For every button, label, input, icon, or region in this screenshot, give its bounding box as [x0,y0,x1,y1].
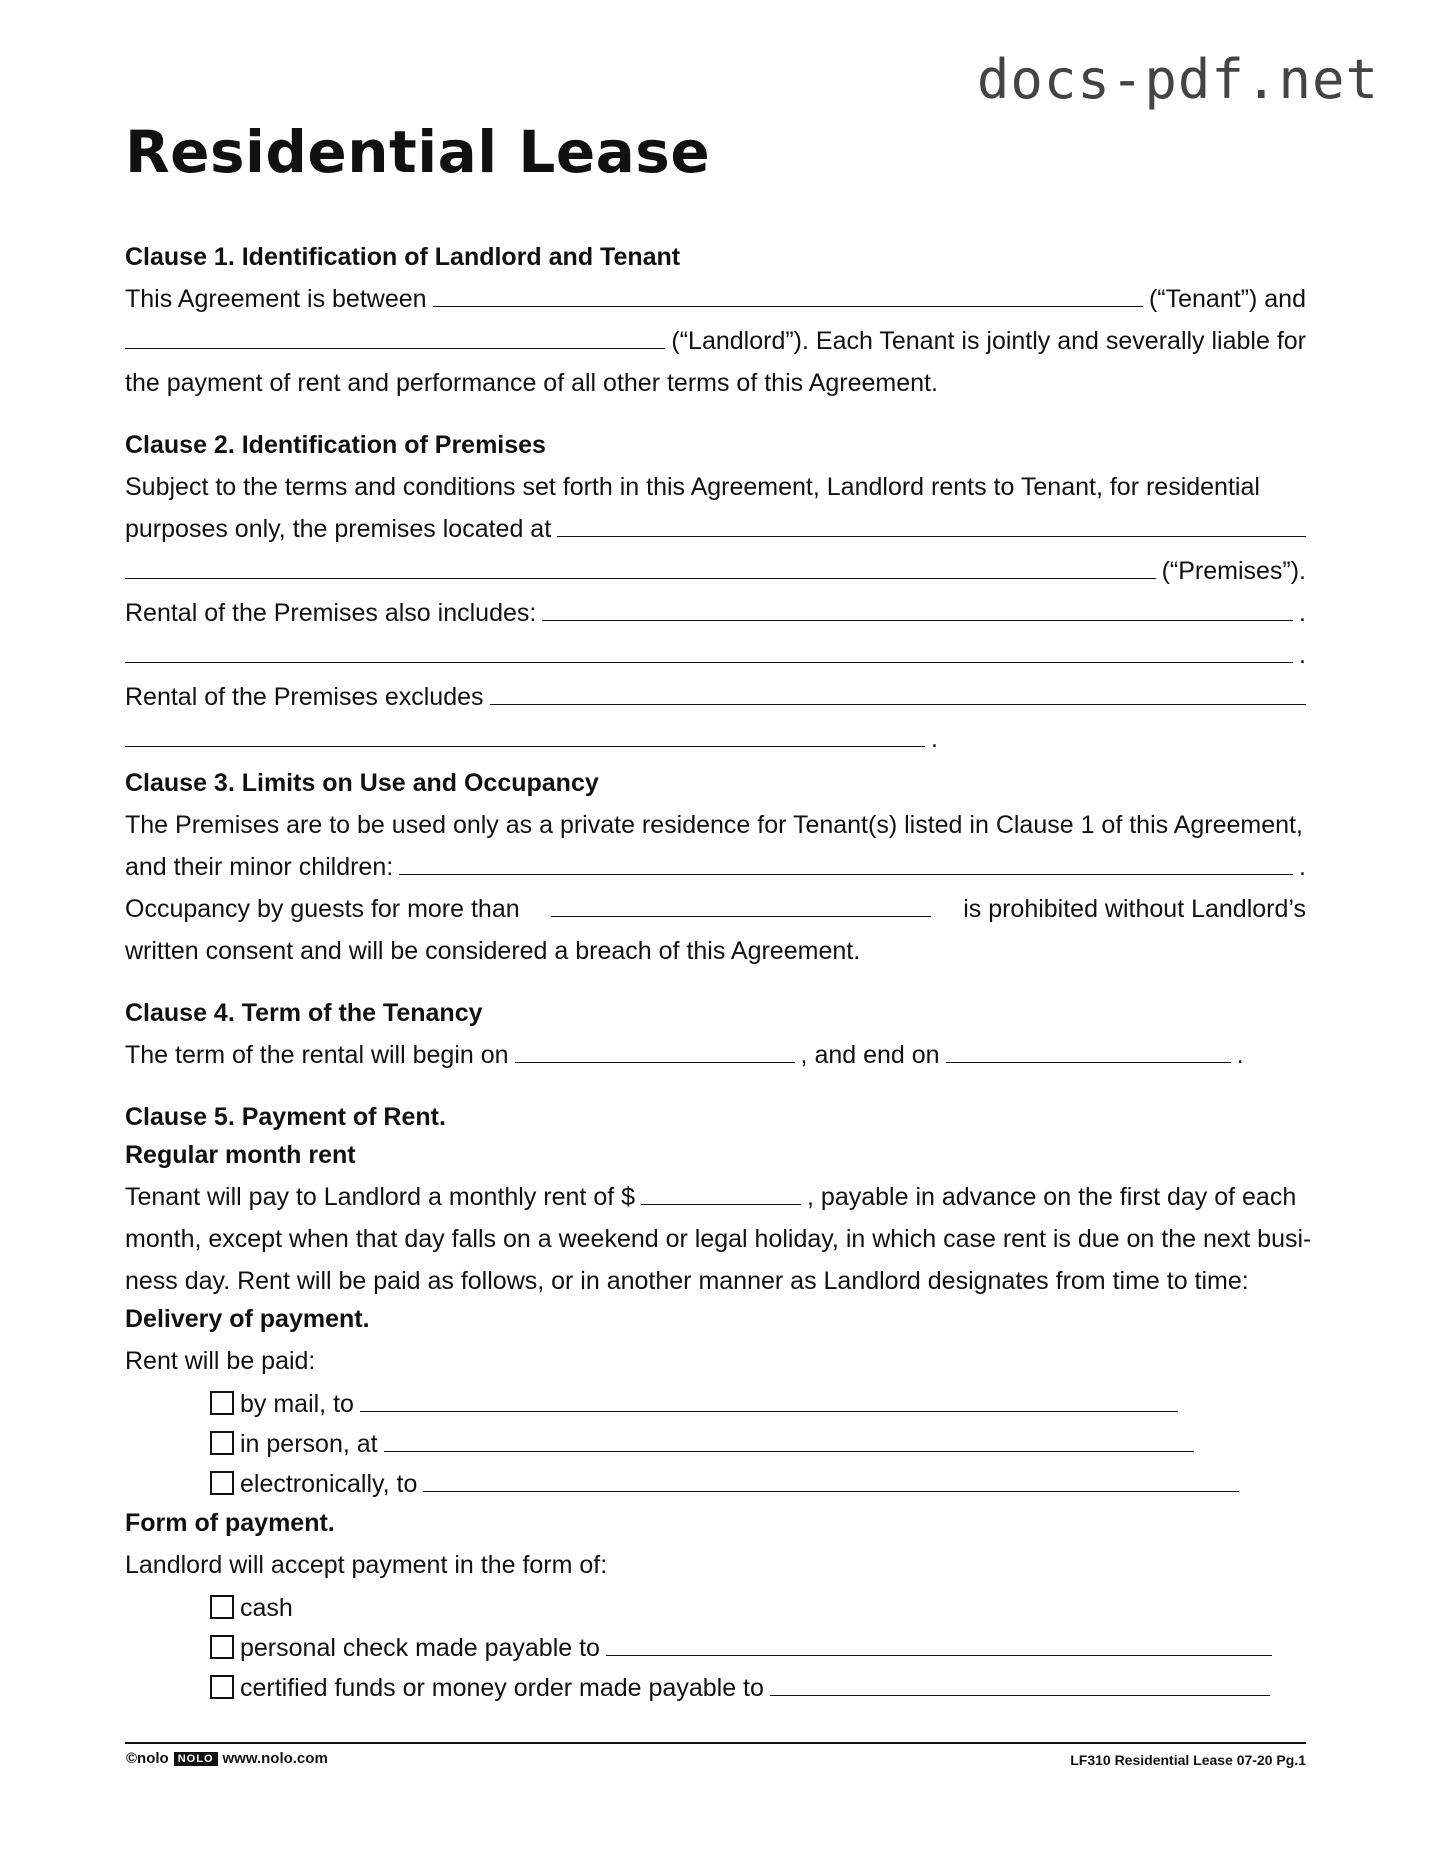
clause-3-line-1: The Premises are to be used only as a private residence for Tenant(s) listed in Clause 1 of this Agreement, [125,811,1303,839]
document-title: Residential Lease [125,118,711,186]
in-person-checkbox[interactable] [210,1431,234,1455]
clause-1-line-1-prefix: This Agreement is between [125,285,427,313]
guest-duration-field[interactable] [551,894,931,917]
footer-url[interactable]: www.nolo.com [222,1750,328,1767]
clause-2-excludes-line-2 [125,718,1306,761]
includes-period-1: . [1299,599,1306,627]
excludes-field-2[interactable] [125,724,925,747]
clause-2-line-2 [125,508,1306,551]
electronic-account-field[interactable] [423,1469,1239,1492]
clause-3-line-2-prefix: and their minor children: [125,853,394,881]
check-payee-field[interactable] [606,1633,1272,1656]
clause-1-line-1 [125,278,1306,321]
includes-field-2[interactable] [125,640,1293,663]
delivery-option-in-person-label: in person, at [240,1430,378,1458]
clause-2-line-3 [125,550,1306,593]
delivery-subheading: Delivery of payment. [125,1305,370,1333]
term-start-date-field[interactable] [515,1040,795,1063]
clause-5-rent-line-3: ness day. Rent will be paid as follows, or in another manner as Landlord designates from time to time: [125,1267,1249,1295]
delivery-intro: Rent will be paid: [125,1347,316,1375]
clause-3-line-3 [125,888,1306,931]
excludes-field-1[interactable] [490,682,1306,705]
includes-field-1[interactable] [542,598,1293,621]
rent-suffix: , payable in advance on the first day of each [807,1183,1297,1211]
clause-5-rent-line-1 [125,1176,1306,1219]
rent-prefix: Tenant will pay to Landlord a monthly rent of $ [125,1183,636,1211]
nolo-logo: NOLO [174,1752,218,1766]
excludes-prefix: Rental of the Premises excludes [125,683,484,711]
mail-checkbox[interactable] [210,1391,234,1415]
delivery-option-mail-label: by mail, to [240,1390,354,1418]
includes-period-2: . [1299,641,1306,669]
clause-2-line-1: Subject to the terms and conditions set forth in this Agreement, Landlord rents to Tenant, for residential [125,473,1260,501]
clause-4-prefix: The term of the rental will begin on [125,1041,509,1069]
term-end-date-field[interactable] [946,1040,1231,1063]
clause-2-heading: Clause 2. Identification of Premises [125,431,546,459]
payment-option-check-label: personal check made payable to [240,1634,600,1662]
monthly-rent-amount-field[interactable] [641,1182,801,1205]
clause-4-mid: , and end on [800,1041,940,1069]
cash-checkbox[interactable] [210,1595,234,1619]
clause-2-line-3-suffix: (“Premises”). [1161,557,1306,585]
clause-5-rent-line-2: month, except when that day falls on a weekend or legal holiday, in which case rent is due on the next busi- [125,1225,1312,1253]
personal-check-checkbox[interactable] [210,1635,234,1659]
clause-1-line-3: the payment of rent and performance of all other terms of this Agreement. [125,369,938,397]
certified-funds-checkbox[interactable] [210,1675,234,1699]
clause-4-line [125,1034,1306,1077]
mail-address-field[interactable] [360,1389,1178,1412]
clause-2-includes-line [125,592,1306,635]
clause-1-line-1-suffix: (“Tenant”) and [1148,285,1306,313]
form-of-payment-subheading: Form of payment. [125,1509,335,1537]
delivery-option-electronic-label: electronically, to [240,1470,418,1498]
clause-3-period: . [1299,853,1306,881]
clause-1-line-2-suffix: (“Landlord”). Each Tenant is jointly and severally liable for [671,327,1306,355]
excludes-period: . [931,725,938,753]
watermark: docs-pdf.net [976,48,1379,111]
delivery-option-electronic [210,1464,1245,1504]
tenant-name-field[interactable] [433,284,1143,307]
form-id: LF310 Residential Lease 07-20 Pg.1 [1070,1752,1306,1768]
payment-option-certified [210,1668,1276,1708]
clause-2-includes-line-2 [125,634,1306,677]
clause-3-line-2 [125,846,1306,889]
delivery-option-mail [210,1384,1184,1424]
payment-option-certified-label: certified funds or money order made payable to [240,1674,764,1702]
electronic-checkbox[interactable] [210,1471,234,1495]
clause-5-heading: Clause 5. Payment of Rent. [125,1103,446,1131]
clause-3-line-3-suffix: is prohibited without Landlord’s [963,895,1306,923]
footer-divider [125,1742,1306,1744]
clause-4-heading: Clause 4. Term of the Tenancy [125,999,483,1027]
clause-4-period: . [1236,1041,1244,1069]
clause-1-heading: Clause 1. Identification of Landlord and Tenant [125,243,681,271]
payment-option-cash-label: cash [240,1594,293,1622]
minor-children-field[interactable] [399,852,1293,875]
payment-option-cash [210,1588,293,1628]
clause-1-line-2 [125,320,1306,363]
landlord-name-field[interactable] [125,326,665,349]
footer-left [126,1750,328,1767]
premises-address-field-2[interactable] [125,556,1156,579]
clause-3-line-4: written consent and will be considered a breach of this Agreement. [125,937,861,965]
clause-3-heading: Clause 3. Limits on Use and Occupancy [125,769,599,797]
delivery-option-in-person [210,1424,1200,1464]
copyright-text: ©nolo [126,1750,169,1767]
includes-prefix: Rental of the Premises also includes: [125,599,537,627]
clause-2-line-2-prefix: purposes only, the premises located at [125,515,552,543]
in-person-location-field[interactable] [384,1429,1194,1452]
payment-option-check [210,1628,1278,1668]
clause-2-excludes-line [125,676,1306,719]
clause-3-line-3-prefix: Occupancy by guests for more than [125,895,520,923]
premises-address-field-1[interactable] [557,514,1306,537]
form-of-payment-intro: Landlord will accept payment in the form of: [125,1551,608,1579]
regular-rent-subheading: Regular month rent [125,1141,356,1169]
certified-funds-payee-field[interactable] [770,1673,1270,1696]
